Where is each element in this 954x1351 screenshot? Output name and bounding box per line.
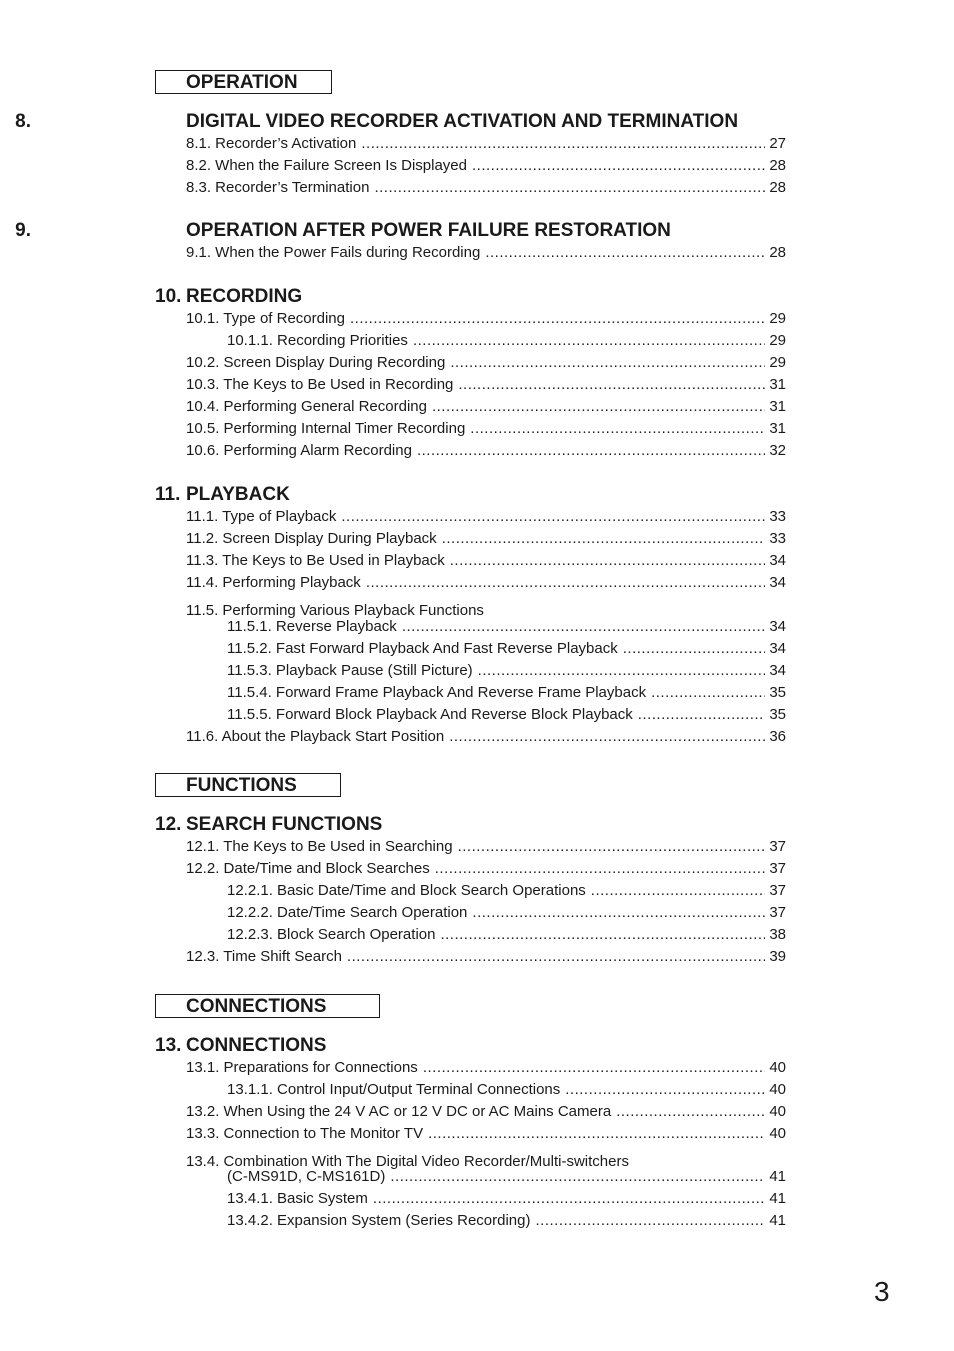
toc-entry-page: 38 (769, 926, 786, 943)
chapter-title: SEARCH FUNCTIONS (186, 814, 383, 835)
toc-entry-page: 31 (769, 420, 786, 437)
toc-entry-page: 40 (769, 1125, 786, 1142)
page-number: 3 (874, 1276, 890, 1307)
section-box-operation (155, 70, 332, 94)
toc-entry-page: 35 (769, 706, 786, 723)
toc-entry-text: 11.2. Screen Display During Playback (186, 530, 437, 547)
dot-leader (623, 639, 766, 659)
dot-leader (350, 309, 765, 329)
toc-entry-page: 37 (769, 882, 786, 899)
toc-entry-page: 37 (769, 860, 786, 877)
toc-entry-text: 10.5. Performing Internal Timer Recording (186, 420, 466, 437)
toc-entry-page: 32 (769, 442, 786, 459)
toc-entry-page: 33 (769, 508, 786, 525)
toc-entry-text: 12.2.2. Date/Time Search Operation (227, 904, 468, 921)
dot-leader (472, 156, 765, 176)
toc-entry-page: 28 (769, 179, 786, 196)
toc-entry-page: 33 (769, 530, 786, 547)
section-label: FUNCTIONS (186, 775, 297, 796)
toc-entry-text: 11.6. About the Playback Start Position (186, 728, 445, 745)
toc-entry-page: 35 (769, 684, 786, 701)
dot-leader (432, 397, 765, 417)
chapter-title: DIGITAL VIDEO RECORDER ACTIVATION AND TERMINATION (186, 111, 739, 132)
dot-leader (634, 1146, 782, 1166)
toc-entry[interactable] (227, 925, 786, 945)
toc-entry[interactable] (186, 243, 786, 263)
dot-leader (449, 727, 765, 747)
toc-entry-page: 41 (769, 1168, 786, 1185)
toc-entry-text: 11.3. The Keys to Be Used in Playback (186, 552, 445, 569)
toc-entry[interactable] (227, 617, 786, 637)
dot-leader (423, 1058, 766, 1078)
toc-entry[interactable] (227, 705, 786, 725)
dot-leader (347, 947, 765, 967)
toc-entry-text: 13.4.1. Basic System (227, 1190, 368, 1207)
dot-leader (478, 661, 766, 681)
dot-leader (361, 134, 765, 154)
dot-leader (450, 353, 765, 373)
toc-entry[interactable] (186, 1124, 786, 1144)
dot-leader (565, 1080, 765, 1100)
toc-entry[interactable] (186, 375, 786, 395)
dot-leader (341, 507, 765, 527)
dot-leader (535, 1211, 765, 1231)
dot-leader (651, 683, 765, 703)
dot-leader (366, 573, 766, 593)
toc-entry[interactable] (186, 947, 786, 967)
toc-entry-text: 12.2. Date/Time and Block Searches (186, 860, 430, 877)
dot-leader (616, 1102, 765, 1122)
toc-entry[interactable] (186, 353, 786, 373)
dot-leader (442, 529, 766, 549)
section-label: CONNECTIONS (186, 996, 327, 1017)
toc-entry-page: 34 (769, 574, 786, 591)
toc-entry-text: 11.5.1. Reverse Playback (227, 618, 397, 635)
toc-entry-page: 37 (769, 838, 786, 855)
toc-entry-text: 12.2.1. Basic Date/Time and Block Search Operations (227, 882, 586, 899)
toc-entry-page: 28 (769, 244, 786, 261)
toc-entry[interactable] (186, 529, 786, 549)
toc-entry-page: 27 (769, 135, 786, 152)
toc-entry-text: 13.3. Connection to The Monitor TV (186, 1125, 424, 1142)
toc-entry-page: 31 (769, 398, 786, 415)
toc-entry-page: 41 (769, 1190, 786, 1207)
toc-entry-text: 11.5.5. Forward Block Playback And Reverse Block Playback (227, 706, 633, 723)
toc-entry-page: 29 (769, 332, 786, 349)
toc-entry-text: 13.4. Combination With The Digital Video Recorder/Multi-switchers (186, 1153, 629, 1170)
toc-entry[interactable] (186, 573, 786, 593)
toc-entry[interactable] (227, 639, 786, 659)
toc-entry[interactable] (186, 507, 786, 527)
toc-entry[interactable] (186, 859, 786, 879)
toc-entry-page: 28 (769, 157, 786, 174)
toc-entry-text: 13.2. When Using the 24 V AC or 12 V DC or AC Mains Camera (186, 1103, 612, 1120)
toc-entry[interactable] (186, 178, 786, 198)
toc-entry-text: 10.1. Type of Recording (186, 310, 345, 327)
dot-leader (458, 837, 766, 857)
toc-entry[interactable] (186, 1146, 786, 1170)
toc-entry-page: 34 (769, 640, 786, 657)
toc-entry-page: 39 (769, 948, 786, 965)
chapter-number: 8. (15, 111, 31, 132)
dot-leader (638, 705, 766, 725)
toc-entry[interactable] (186, 551, 786, 571)
toc-entry-text: 11.5. Performing Various Playback Functions (186, 602, 484, 619)
chapter-title: RECORDING (186, 286, 303, 307)
toc-entry[interactable] (227, 1211, 786, 1231)
section-box-connections (155, 994, 380, 1018)
toc-entry-page: 34 (769, 662, 786, 679)
toc-entry[interactable] (227, 903, 786, 923)
dot-leader (591, 881, 766, 901)
toc-entry-text: 13.1.1. Control Input/Output Terminal Connections (227, 1081, 561, 1098)
dot-leader (435, 859, 766, 879)
toc-entry-text: 11.5.4. Forward Frame Playback And Reverse Frame Playback (227, 684, 647, 701)
dot-leader (402, 617, 766, 637)
toc-entry-text: 10.6. Performing Alarm Recording (186, 442, 412, 459)
dot-leader (373, 1189, 765, 1209)
chapter-number: 9. (15, 220, 31, 241)
toc-entry[interactable] (186, 1102, 786, 1122)
dot-leader (417, 441, 765, 461)
chapter-number: 10. (155, 286, 182, 307)
dot-leader (458, 375, 765, 395)
toc-entry[interactable] (186, 397, 786, 417)
chapter-title: OPERATION AFTER POWER FAILURE RESTORATION (186, 220, 671, 241)
toc-entry-text: 8.2. When the Failure Screen Is Displayed (186, 157, 467, 174)
chapter-title: CONNECTIONS (186, 1035, 327, 1056)
dot-leader (472, 903, 765, 923)
dot-leader (413, 331, 765, 351)
toc-entry[interactable] (227, 331, 786, 351)
toc-entry-text: 8.3. Recorder’s Termination (186, 179, 370, 196)
chapter-number: 12. (155, 814, 182, 835)
toc-entry-page: 40 (769, 1081, 786, 1098)
toc-entry[interactable] (186, 595, 786, 619)
toc-entry[interactable] (186, 1058, 786, 1078)
toc-entry-page: 37 (769, 904, 786, 921)
toc-entry-text: (C-MS91D, C-MS161D) (227, 1168, 386, 1185)
toc-entry-text: 12.1. The Keys to Be Used in Searching (186, 838, 453, 855)
toc-entry[interactable] (186, 156, 786, 176)
toc-entry[interactable] (186, 837, 786, 857)
toc-entry-text: 13.4.2. Expansion System (Series Recording) (227, 1212, 531, 1229)
toc-entry[interactable] (186, 309, 786, 329)
toc-entry[interactable] (227, 881, 786, 901)
dot-leader (428, 1124, 765, 1144)
toc-entry-page: 29 (769, 354, 786, 371)
chapter-title: PLAYBACK (186, 484, 290, 505)
toc-entry-page: 34 (769, 618, 786, 635)
toc-entry-page: 40 (769, 1103, 786, 1120)
toc-entry-text: 10.1.1. Recording Priorities (227, 332, 408, 349)
toc-entry-page: 31 (769, 376, 786, 393)
toc-entry-text: 11.4. Performing Playback (186, 574, 361, 591)
toc-entry-text: 8.1. Recorder’s Activation (186, 135, 357, 152)
toc-entry-text: 11.1. Type of Playback (186, 508, 337, 525)
toc-entry-text: 10.4. Performing General Recording (186, 398, 427, 415)
toc-entry-page: 36 (769, 728, 786, 745)
dot-leader (374, 178, 765, 198)
toc-entry[interactable] (227, 1189, 786, 1209)
dot-leader (390, 1167, 765, 1187)
toc-entry[interactable] (227, 683, 786, 703)
toc-entry[interactable] (186, 441, 786, 461)
toc-entry-page: 34 (769, 552, 786, 569)
dot-leader (450, 551, 766, 571)
section-box-functions (155, 773, 341, 797)
toc-entry-text: 10.2. Screen Display During Recording (186, 354, 446, 371)
toc-entry-page: 40 (769, 1059, 786, 1076)
toc-entry[interactable] (186, 727, 786, 747)
dot-leader (489, 595, 782, 615)
dot-leader (440, 925, 765, 945)
dot-leader (470, 419, 765, 439)
section-label: OPERATION (186, 72, 298, 93)
chapter-number: 13. (155, 1035, 182, 1056)
toc-entry[interactable] (227, 1080, 786, 1100)
toc-entry-page: 29 (769, 310, 786, 327)
dot-leader (485, 243, 765, 263)
toc-entry-text: 9.1. When the Power Fails during Recording (186, 244, 481, 261)
toc-entry[interactable] (227, 661, 786, 681)
chapter-number: 11. (155, 484, 181, 505)
toc-entry-text: 12.3. Time Shift Search (186, 948, 342, 965)
toc-entry[interactable] (186, 419, 786, 439)
toc-entry-text: 11.5.2. Fast Forward Playback And Fast Reverse Playback (227, 640, 618, 657)
toc-entry-text: 11.5.3. Playback Pause (Still Picture) (227, 662, 473, 679)
toc-entry[interactable] (227, 1167, 786, 1187)
toc-entry[interactable] (186, 134, 786, 154)
toc-entry-page: 41 (769, 1212, 786, 1229)
toc-entry-text: 12.2.3. Block Search Operation (227, 926, 436, 943)
toc-entry-text: 13.1. Preparations for Connections (186, 1059, 418, 1076)
toc-entry-text: 10.3. The Keys to Be Used in Recording (186, 376, 454, 393)
